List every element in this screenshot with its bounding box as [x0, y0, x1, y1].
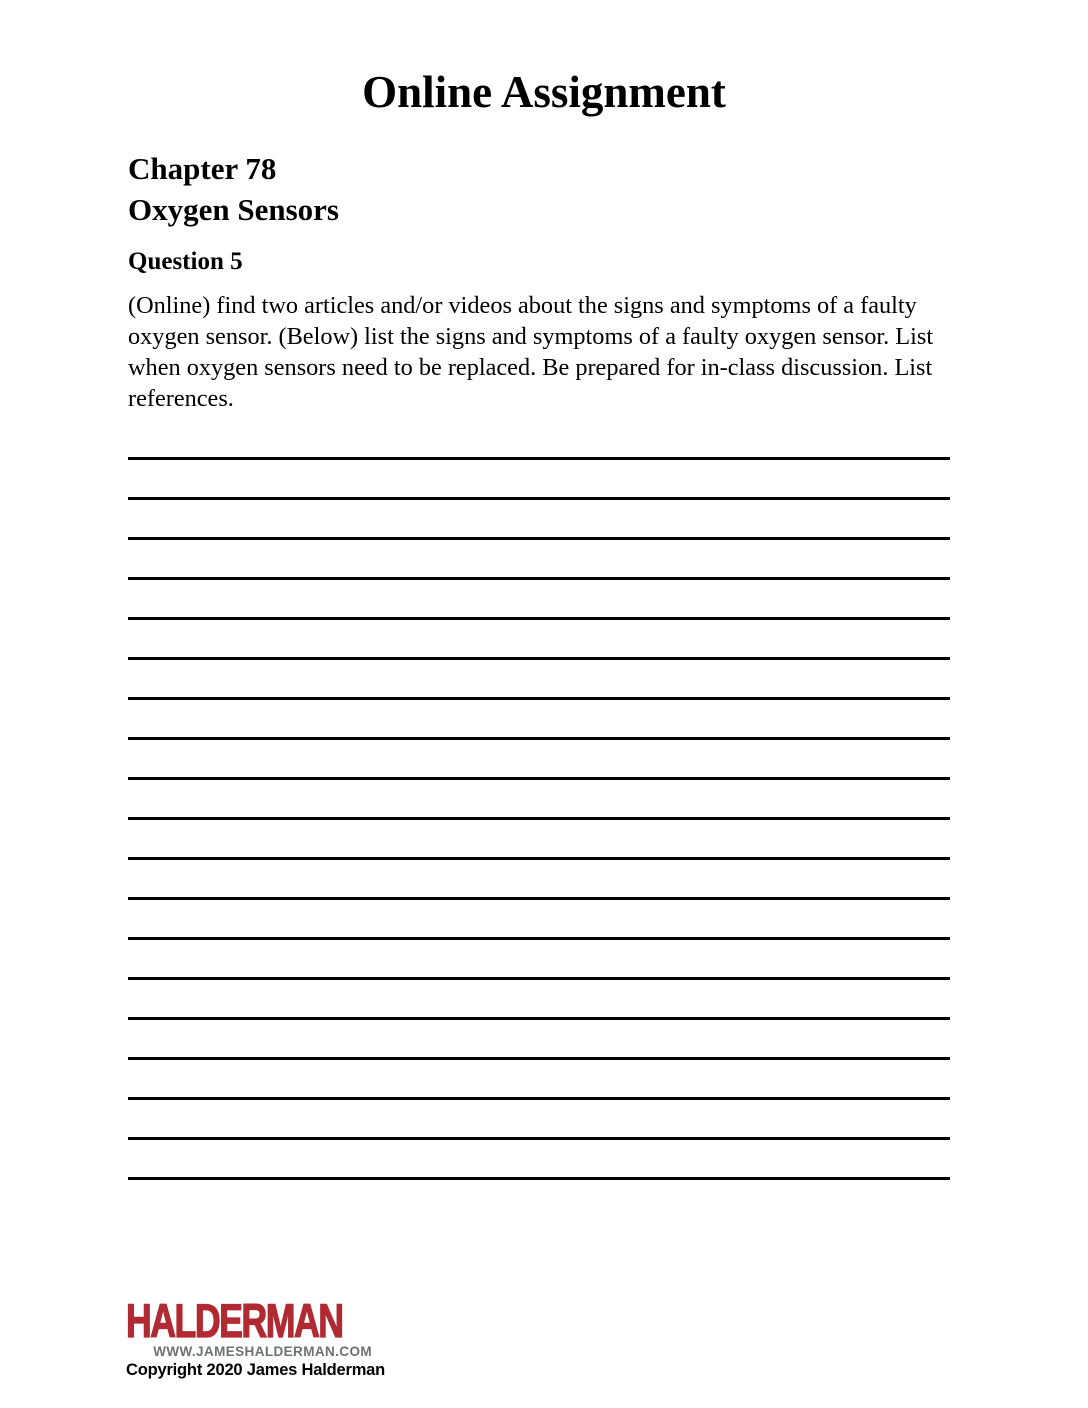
chapter-heading — [128, 148, 339, 230]
answer-line — [128, 500, 950, 540]
answer-line — [128, 540, 950, 580]
answer-line — [128, 900, 950, 940]
answer-line — [128, 660, 950, 700]
answer-line — [128, 1020, 950, 1060]
answer-line — [128, 820, 950, 860]
copyright-text: Copyright 2020 James Halderman — [126, 1361, 386, 1379]
question-text-line: oxygen sensor. (Below) list the signs and symptoms of a faulty oxygen sensor. List — [128, 323, 934, 350]
answer-line — [128, 460, 950, 500]
answer-line — [128, 980, 950, 1020]
answer-line — [128, 700, 950, 740]
question-text-line: references. — [128, 385, 234, 412]
question-text-line: when oxygen sensors need to be replaced. Be prepared for in-class discussion. List — [128, 354, 933, 381]
answer-line — [128, 740, 950, 780]
answer-line — [128, 1060, 950, 1100]
question-text-line: (Online) find two articles and/or videos about the signs and symptoms of a faulty — [128, 292, 917, 319]
chapter-number: Chapter 78 — [128, 151, 277, 186]
question-label: Question 5 — [128, 248, 243, 275]
answer-line — [128, 1100, 950, 1140]
chapter-topic: Oxygen Sensors — [128, 192, 339, 227]
answer-line — [128, 580, 950, 620]
logo-website-url: WWW.JAMESHALDERMAN.COM — [153, 1344, 372, 1359]
answer-line — [128, 620, 950, 660]
halderman-logo: HALDERMAN — [126, 1294, 343, 1347]
answer-line — [128, 860, 950, 900]
footer — [126, 1294, 386, 1380]
answer-line — [128, 940, 950, 980]
answer-lines-area — [128, 420, 950, 1180]
answer-line — [128, 420, 950, 460]
answer-line — [128, 1140, 950, 1180]
answer-line — [128, 780, 950, 820]
page-title: Online Assignment — [362, 67, 726, 117]
question-text — [128, 290, 963, 414]
